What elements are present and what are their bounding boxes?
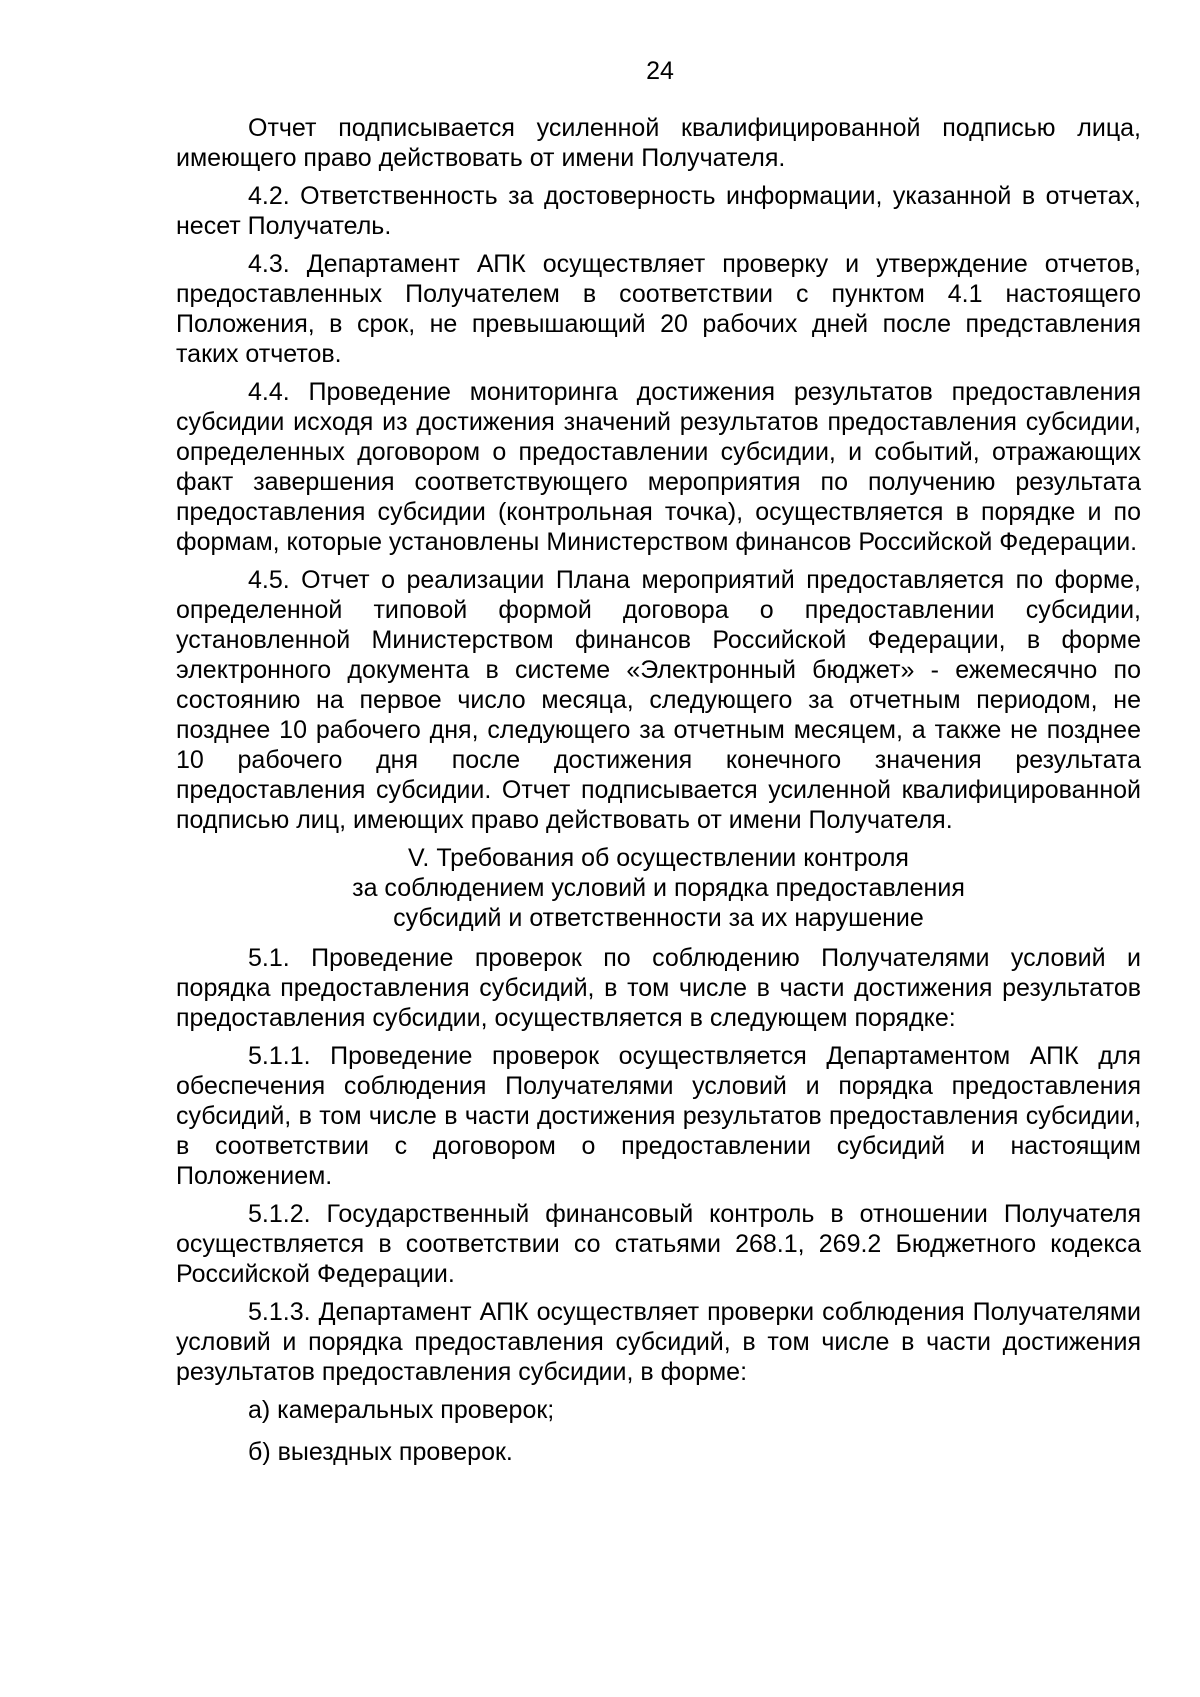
paragraph-4-2: 4.2. Ответственность за достоверность информации, указанной в отчетах, несет Получатель. [176,182,1141,240]
paragraph-5-1-3: 5.1.3. Департамент АПК осуществляет проверки соблюдения Получателями условий и порядка предоставления субсидий, в том числе в части достижения результатов предоставления субсидии, в форме: [176,1298,1141,1386]
paragraph-signature-note: Отчет подписывается усиленной квалифицированной подписью лица, имеющего право действовать от имени Получателя. [176,114,1141,172]
document-body [176,113,1141,1479]
paragraph-4-5: 4.5. Отчет о реализации Плана мероприятий предоставляется по форме, определенной типовой формой договора о предоставлении субсидии, установленной Министерством финансов Российской Федерации, в форме электронного документа в системе «Электронный бюджет» - ежемесячно по состоянию на первое число месяца, следующего за отчетным периодом, не позднее 10 рабочего дня, следующего за отчетным месяцем, а также не позднее 10 рабочего дня после достижения конечного значения результата предоставления субсидии. Отчет подписывается усиленной квалифицированной подписью лиц, имеющих право действовать от имени Получателя. [176,566,1141,834]
paragraph-5-1-1: 5.1.1. Проведение проверок осуществляется Департаментом АПК для обеспечения соблюдения Получателями условий и порядка предоставления субсидий, в том числе в части достижения результатов предоставления субсидии, в соответствии с договором о предоставлении субсидий и настоящим Положением. [176,1042,1141,1190]
section-heading-line: субсидий и ответственности за их нарушение [393,904,924,932]
paragraph-4-3: 4.3. Департамент АПК осуществляет проверку и утверждение отчетов, предоставленных Получателем в соответствии с пунктом 4.1 настоящего Положения, в срок, не превышающий 20 рабочих дней после представления таких отчетов. [176,250,1141,368]
paragraph-5-1-2: 5.1.2. Государственный финансовый контроль в отношении Получателя осуществляется в соответствии со статьями 268.1, 269.2 Бюджетного кодекса Российской Федерации. [176,1200,1141,1288]
section-heading [176,843,1141,933]
section-heading-line: V. Требования об осуществлении контроля [408,844,909,872]
paragraph-5-1: 5.1. Проведение проверок по соблюдению Получателями условий и порядка предоставления субсидий, в том числе в части достижения результатов предоставления субсидии, осуществляется в следующем порядке: [176,944,1141,1032]
list-item-desk-audits: а) камеральных проверок; [248,1396,555,1424]
page-number: 24 [646,57,674,85]
paragraph-4-4: 4.4. Проведение мониторинга достижения результатов предоставления субсидии исходя из достижения значений результатов предоставления субсидии, определенных договором о предоставлении субсидии, и событий, отражающих факт завершения соответствующего мероприятия по получению результата предоставления субсидии (контрольная точка), осуществляется в порядке и по формам, которые установлены Министерством финансов Российской Федерации. [176,378,1141,556]
list-item-field-audits: б) выездных проверок. [248,1438,513,1466]
section-heading-line: за соблюдением условий и порядка предоставления [352,874,965,902]
